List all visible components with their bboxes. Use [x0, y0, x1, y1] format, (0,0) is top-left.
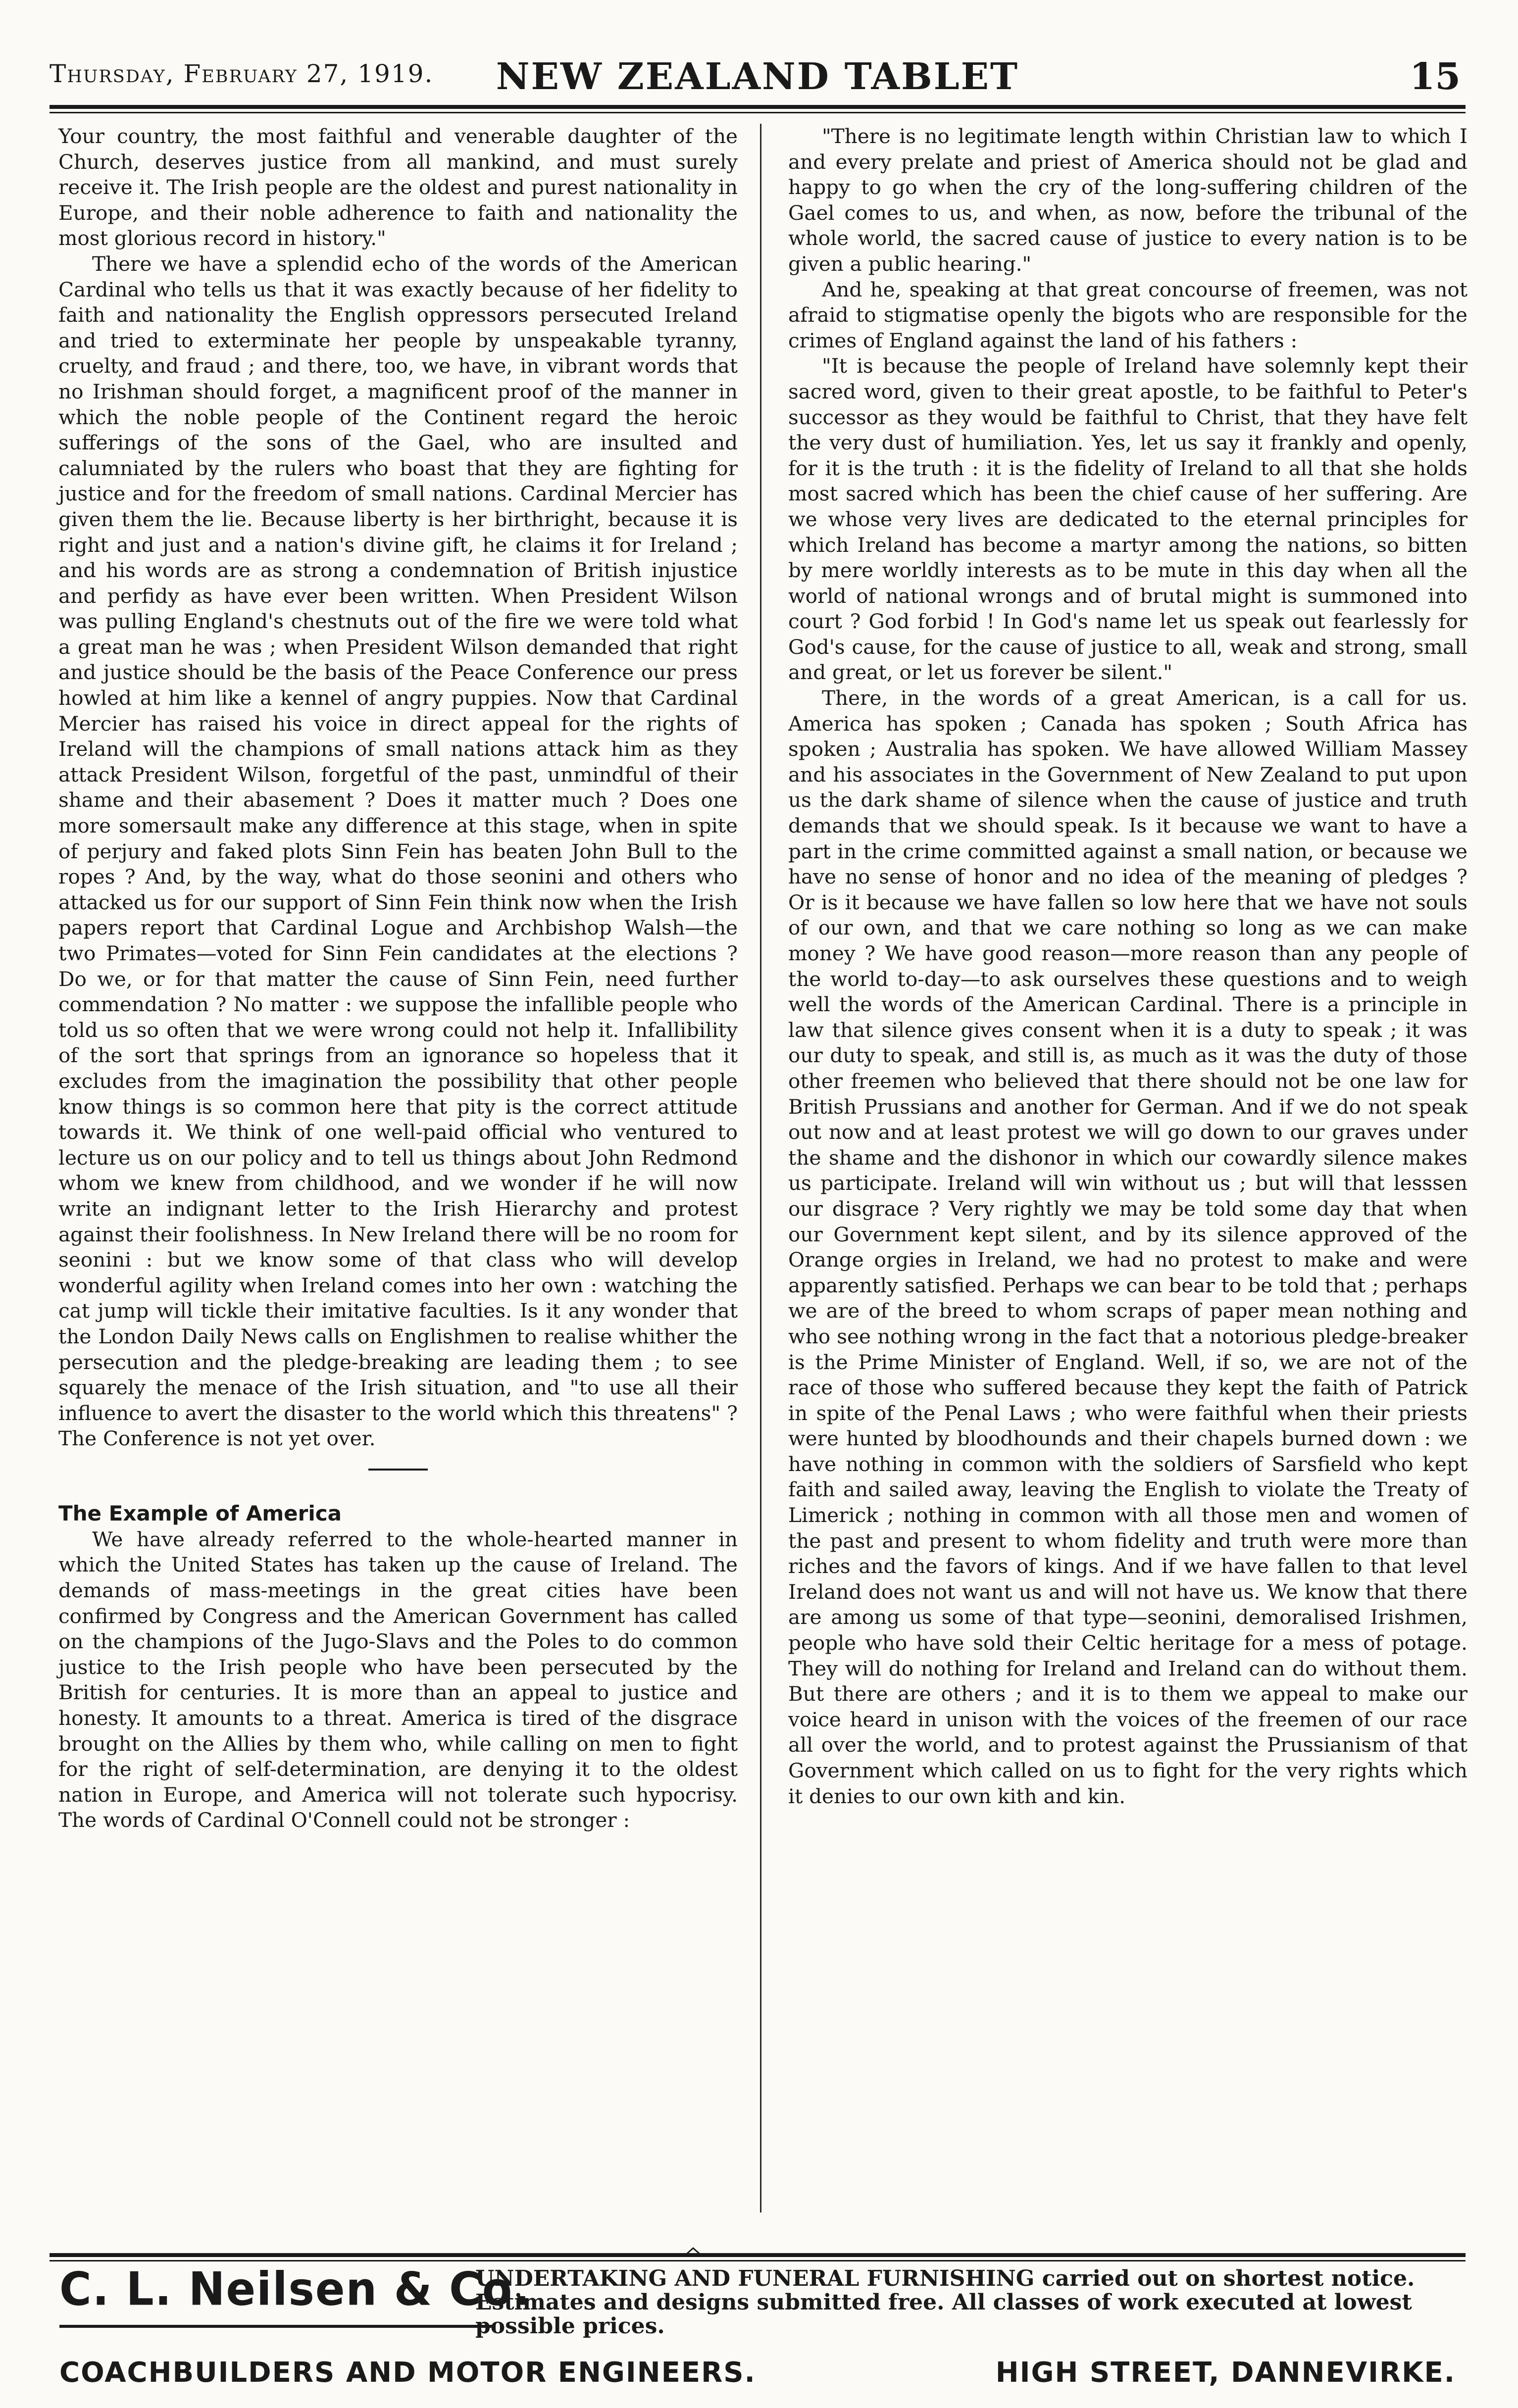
issue-date: Thursday, February 27, 1919.: [50, 59, 434, 88]
paragraph: Your country, the most faithful and venerable daughter of the Church, deserves justice from all mankind, and must surely receive it. The Irish people are the oldest and purest nationality in Europe, and their noble adherence to faith and nationality the most glorious record in history.": [58, 124, 738, 250]
paragraph: "There is no legitimate length within Christian law to which I and every prelate and priest of America should not be glad and happy to go when the cry of the long-suffering children of the Gael comes to us, and when, as now, before the tribunal of the whole world, the sacred cause of justice to every nation is to be given a public hearing.": [788, 124, 1467, 276]
section-divider: [368, 1469, 428, 1471]
right-column: [788, 124, 1467, 1809]
advertisement-trade: COACHBUILDERS AND MOTOR ENGINEERS.: [59, 2357, 756, 2389]
paragraph: We have already referred to the whole-hearted manner in which the United States has taken up the cause of Ireland. The demands of mass-meetings in the great cities have been confirmed by Congress and the American Government has called on the champions of the Jugo-Slavs and the Poles to do common justice to the Irish people who have been persecuted by the British for centuries. It is more than an appeal to justice and honesty. It amounts to a threat. America is tired of the disgrace brought on the Allies by them who, while calling on men to fight for the right of self-determination, are denying it to the oldest nation in Europe, and America will not tolerate such hypocrisy. The words of Cardinal O'Connell could not be stronger :: [58, 1527, 738, 1832]
header-rule: [50, 105, 1466, 109]
left-column: [58, 124, 738, 1833]
advertisement: [50, 2260, 1466, 2393]
advertisement-address: HIGH STREET, DANNEVIRKE.: [995, 2357, 1456, 2389]
advertiser-name-rule: [59, 2325, 495, 2328]
advertisement-body: UNDERTAKING AND FUNERAL FURNISHING carried out on shortest notice. Estimates and designs submitted free. All classes of work executed at lowest possible prices.: [475, 2266, 1415, 2339]
header-rule-thin: [50, 112, 1466, 113]
publication-title: NEW ZEALAND TABLET: [496, 55, 1019, 98]
page-number: 15: [1410, 55, 1461, 98]
advertisement-rule: [50, 2253, 1466, 2257]
paragraph: And he, speaking at that great concourse of freemen, was not afraid to stigmatise openly the bigots who are responsible for the crimes of England against the land of his fathers :: [788, 277, 1467, 352]
paragraph: There, in the words of a great American, is a call for us. America has spoken ; Canada has spoken ; South Africa has spoken ; Australia has spoken. We have allowed William Massey and his associates in the Government of New Zealand to put upon us the dark shame of silence when the cause of justice and truth demands that we should speak. Is it because we want to have a part in the crime committed against a small nation, or because we have no sense of honor and no idea of the meaning of pledges ? Or is it because we have fallen so low here that we have not souls of our own, and that we care nothing so long as we can make money ? We have good reason—more reason than any people of the world to-day—to ask ourselves these questions and to weigh well the words of the American Cardinal. There is a principle in law that silence gives consent when it is a duty to speak ; it was our duty to speak, and still is, as much as it was the duty of those other freemen who believed that there should not be one law for British Prussians and another for German. And if we do not speak out now and at least protest we will go down to our graves under the shame and the dishonor in which our cowardly silence makes us participate. Ireland will win without us ; but will that lesssen our disgrace ? Very rightly we may be told some day that when our Government kept silent, and by its silence approved of the Orange orgies in Ireland, we had no protest to make and were apparently satisfied. Perhaps we can bear to be told that ; perhaps we are of the breed to whom scraps of paper mean nothing and who see nothing wrong in the fact that a notorious pledge-breaker is the Prime Minister of England. Well, if so, we are not of the race of those who suffered because they kept the faith of Patrick in spite of the Penal Laws ; who were faithful when their priests were hunted by bloodhounds and their chapels burned down : we have nothing in common with the soldiers of Sarsfield who kept faith and sailed away, leaving the English to violate the Treaty of Limerick ; nothing in common with all those men and women of the past and present to whom fidelity and truth were more than riches and the favors of kings. And if we have fallen to that level Ireland does not want us and will not have us. We know that there are among us some of that type—seonini, demoralised Irishmen, people who have sold their Celtic heritage for a mess of potage. They will do nothing for Ireland and Ireland can do without them. But there are others ; and it is to them we appeal to make our voice heard in unison with the voices of the freemen of our race all over the world, and to protest against the Prussianism of that Government which called on us to fight for the very rights which it denies to our own kith and kin.: [788, 686, 1467, 1808]
column-divider: [760, 124, 761, 2212]
advertiser-name: C. L. Neilsen & Co.: [59, 2262, 531, 2316]
paragraph: There we have a splendid echo of the words of the American Cardinal who tells us that it was exactly because of her fidelity to faith and nationality the English oppressors persecuted Ireland and tried to exterminate her people by unspeakable tyranny, cruelty, and fraud ; and there, too, we have, in vibrant words that no Irishman should forget, a magnificent proof of the manner in which the noble people of the Continent regard the heroic sufferings of the sons of the Gael, who are insulted and calumniated by the rulers who boast that they are fighting for justice and for the freedom of small nations. Cardinal Mercier has given them the lie. Because liberty is her birthright, because it is right and just and a nation's divine gift, he claims it for Ireland ; and his words are as strong a condemnation of British injustice and perfidy as have ever been written. When President Wilson was pulling England's chestnuts out of the fire we were told what a great man he was ; when President Wilson demanded that right and justice should be the basis of the Peace Conference our press howled at him like a kennel of angry puppies. Now that Cardinal Mercier has raised his voice in direct appeal for the rights of Ireland will the champions of small nations attack him as they attack President Wilson, forgetful of the past, unmindful of their shame and their abasement ? Does it matter much ? Does one more somersault make any difference at this stage, when in spite of perjury and faked plots Sinn Fein has beaten John Bull to the ropes ? And, by the way, what do those seonini and others who attacked us for our support of Sinn Fein think now when the Irish papers report that Cardinal Logue and Archbishop Walsh—the two Primates—voted for Sinn Fein candidates at the elections ? Do we, or for that matter the cause of Sinn Fein, need further commendation ? No matter : we suppose the infallible people who told us so often that we were wrong could not help it. Infallibility of the sort that springs from an ignorance so hopeless that it excludes from the imagination the possibility that other people know things is so common here that pity is the correct attitude towards it. We think of one well-paid official who ventured to lecture us on our policy and to tell us things about John Redmond whom we knew from childhood, and we wonder if he will now write an indignant letter to the Irish Hierarchy and protest against their foolishness. In New Ireland there will be no room for seonini : but we know some of that class who will develop wonderful agility when Ireland comes into her own : watching the cat jump will tickle their imitative faculties. Is it any wonder that the London Daily News calls on Englishmen to realise whither the persecution and the pledge-breaking are leading them ; to see squarely the menace of the Irish situation, and "to use all their influence to avert the disaster to the world which this threatens" ? The Conference is not yet over.: [58, 251, 738, 1451]
subheading: The Example of America: [58, 1501, 342, 1525]
paragraph: "It is because the people of Ireland have solemnly kept their sacred word, given to their great apostle, to be faithful to Peter's successor as they would be faithful to Christ, that they have felt the very dust of humiliation. Yes, let us say it frankly and openly, for it is the truth : it is the fidelity of Ireland to all that she holds most sacred which has been the chief cause of her suffering. Are we whose very lives are dedicated to the eternal principles for which Ireland has become a martyr among the nations, so bitten by mere worldly interests as to be mute in this day when all the world of national wrongs and of brutal might is summoned into court ? God forbid ! In God's name let us speak out fearlessly for God's cause, for the cause of justice to all, weak and strong, small and great, or let us forever be silent.": [788, 354, 1467, 685]
page-header: [50, 55, 1466, 107]
